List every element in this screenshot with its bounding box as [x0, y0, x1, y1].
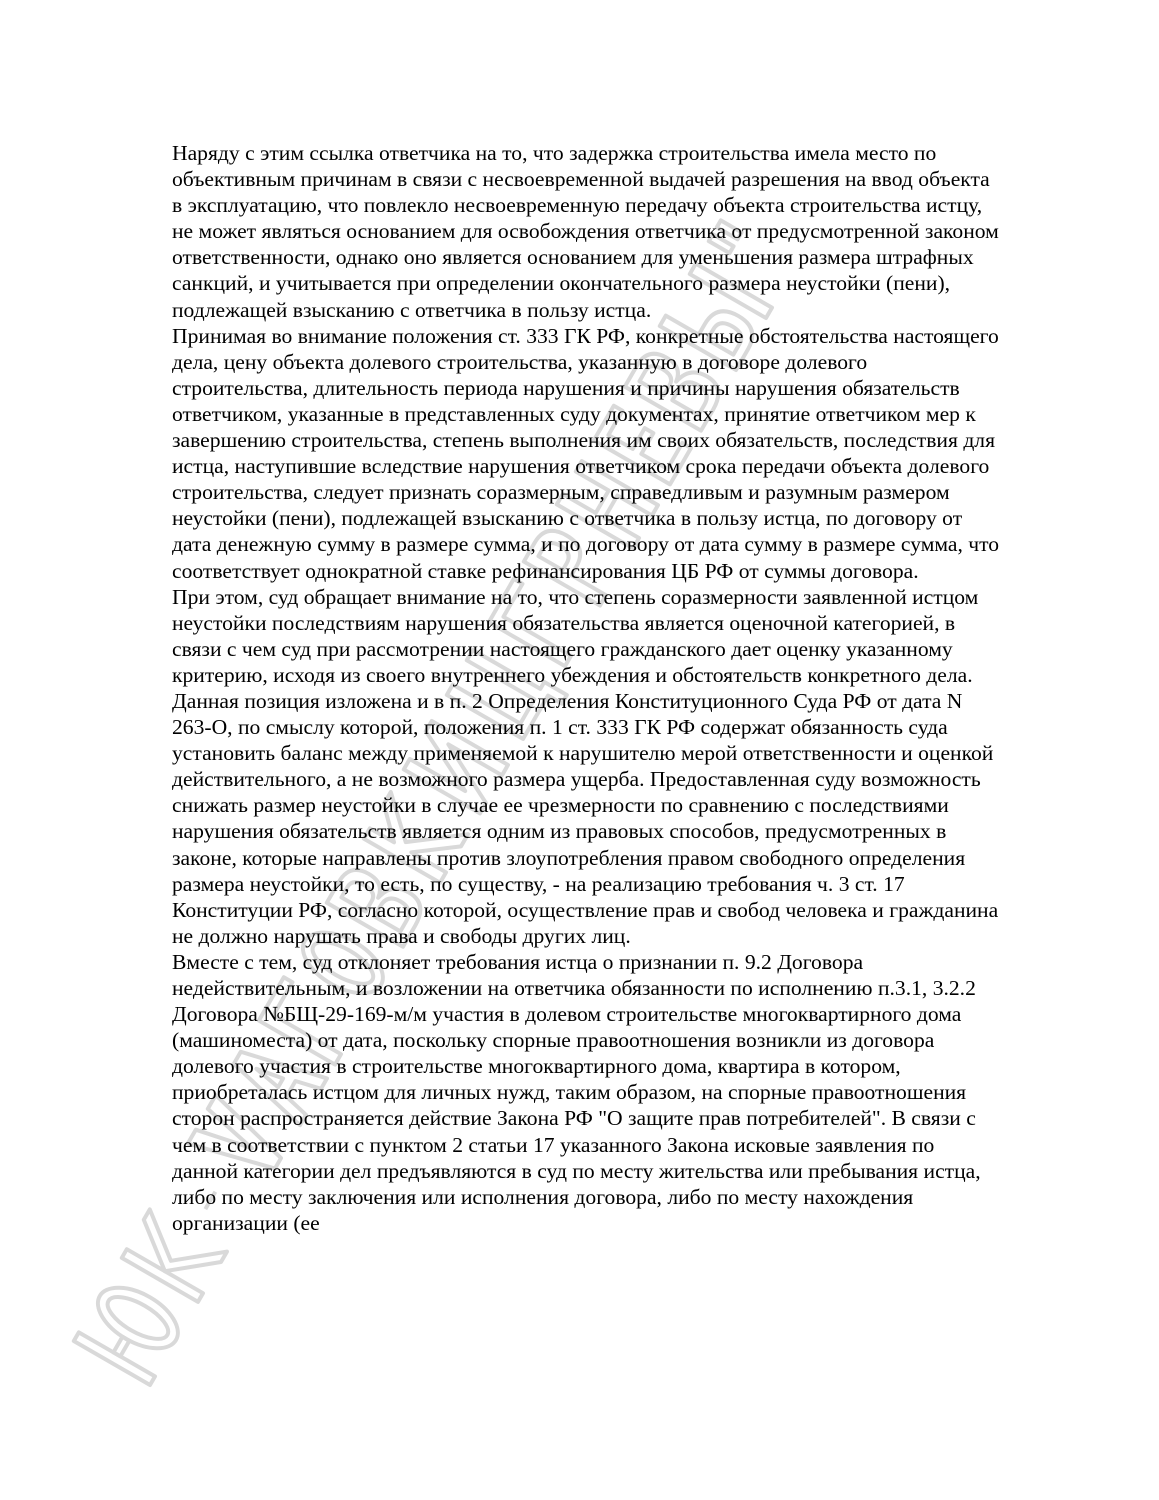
paragraph: Данная позиция изложена и в п. 2 Определения Конституционного Суда РФ от дата N 263-О, по смыслу которой, положения п. 1 ст. 333 ГК РФ содержат обязанность суда установить баланс между применяемой к нарушителю мерой ответственности и оценкой действительного, а не возможного размера ущерба. Предоставленная суду возможность снижать размер неустойки в случае ее чрезмерности по сравнению с последствиями нарушения обязательств является одним из правовых способов, предусмотренных в законе, которые направлены против злоупотребления правом свободного определения размера неустойки, то есть, по существу, - на реализацию требования ч. 3 ст. 17 Конституции РФ, согласно которой, осуществление прав и свобод человека и гражданина не должно нарушать права и свободы других лиц. [172, 688, 999, 948]
paragraph: Принимая во внимание положения ст. 333 ГК РФ, конкретные обстоятельства настоящего дела, цену объекта долевого строительства, указанную в договоре долевого строительства, длительность периода нарушения и причины нарушения обязательств ответчиком, указанные в представленных суду документах, принятие ответчиком мер к завершению строительства, степень выполнения им своих обязательств, последствия для истца, наступившие вследствие нарушения ответчиком срока передачи объекта долевого строительства, следует признать соразмерным, справедливым и разумным размером неустойки (пени), подлежащей взысканию с ответчика в пользу истца, по договору от дата денежную сумму в размере сумма, и по договору от дата сумму в размере сумма, что соответствует однократной ставке рефинансирования ЦБ РФ от суммы договора. [172, 323, 1000, 583]
paragraph: Вместе с тем, суд отклоняет требования истца о признании п. 9.2 Договора недействительным, и возложении на ответчика обязанности по исполнению п.3.1, 3.2.2 Договора №БЩ-29-169-м/м участия в долевом строительстве многоквартирного дома (машиноместа) от дата, поскольку спорные правоотношения возникли из договора долевого участия в строительстве многоквартирного дома, квартира в котором, приобреталась истцом для личных нужд, таким образом, на спорные правоотношения сторон распространяется действие Закона РФ "О защите прав потребителей". В связи с чем в соответствии с пунктом 2 статьи 17 указанного Закона исковые заявления по данной категории дел предъявляются в суд по месту жительства или пребывания истца, либо по месту заключения или исполнения договора, либо по месту нахождения организации (ее [172, 949, 981, 1235]
document-body [172, 140, 1002, 1236]
paragraph: При этом, суд обращает внимание на то, что степень соразмерности заявленной истцом неустойки последствиям нарушения обязательства является оценочной категорией, в связи с чем суд при рассмотрении настоящего гражданского дает оценку указанному критерию, исходя из своего внутреннего убеждения и обстоятельств конкретного дела. [172, 584, 979, 687]
paragraph: Наряду с этим ссылка ответчика на то, что задержка строительства имела место по объективным причинам в связи с несвоевременной выдачей разрешения на ввод объекта в эксплуатацию, что повлекло несвоевременную передачу объекта строительства истцу, не может являться основанием для освобождения ответчика от предусмотренной законом ответственности, однако оно является основанием для уменьшения размера штрафных санкций, и учитывается при определении окончательного размера неустойки (пени), подлежащей взысканию с ответчика в пользу истца. [172, 141, 999, 322]
